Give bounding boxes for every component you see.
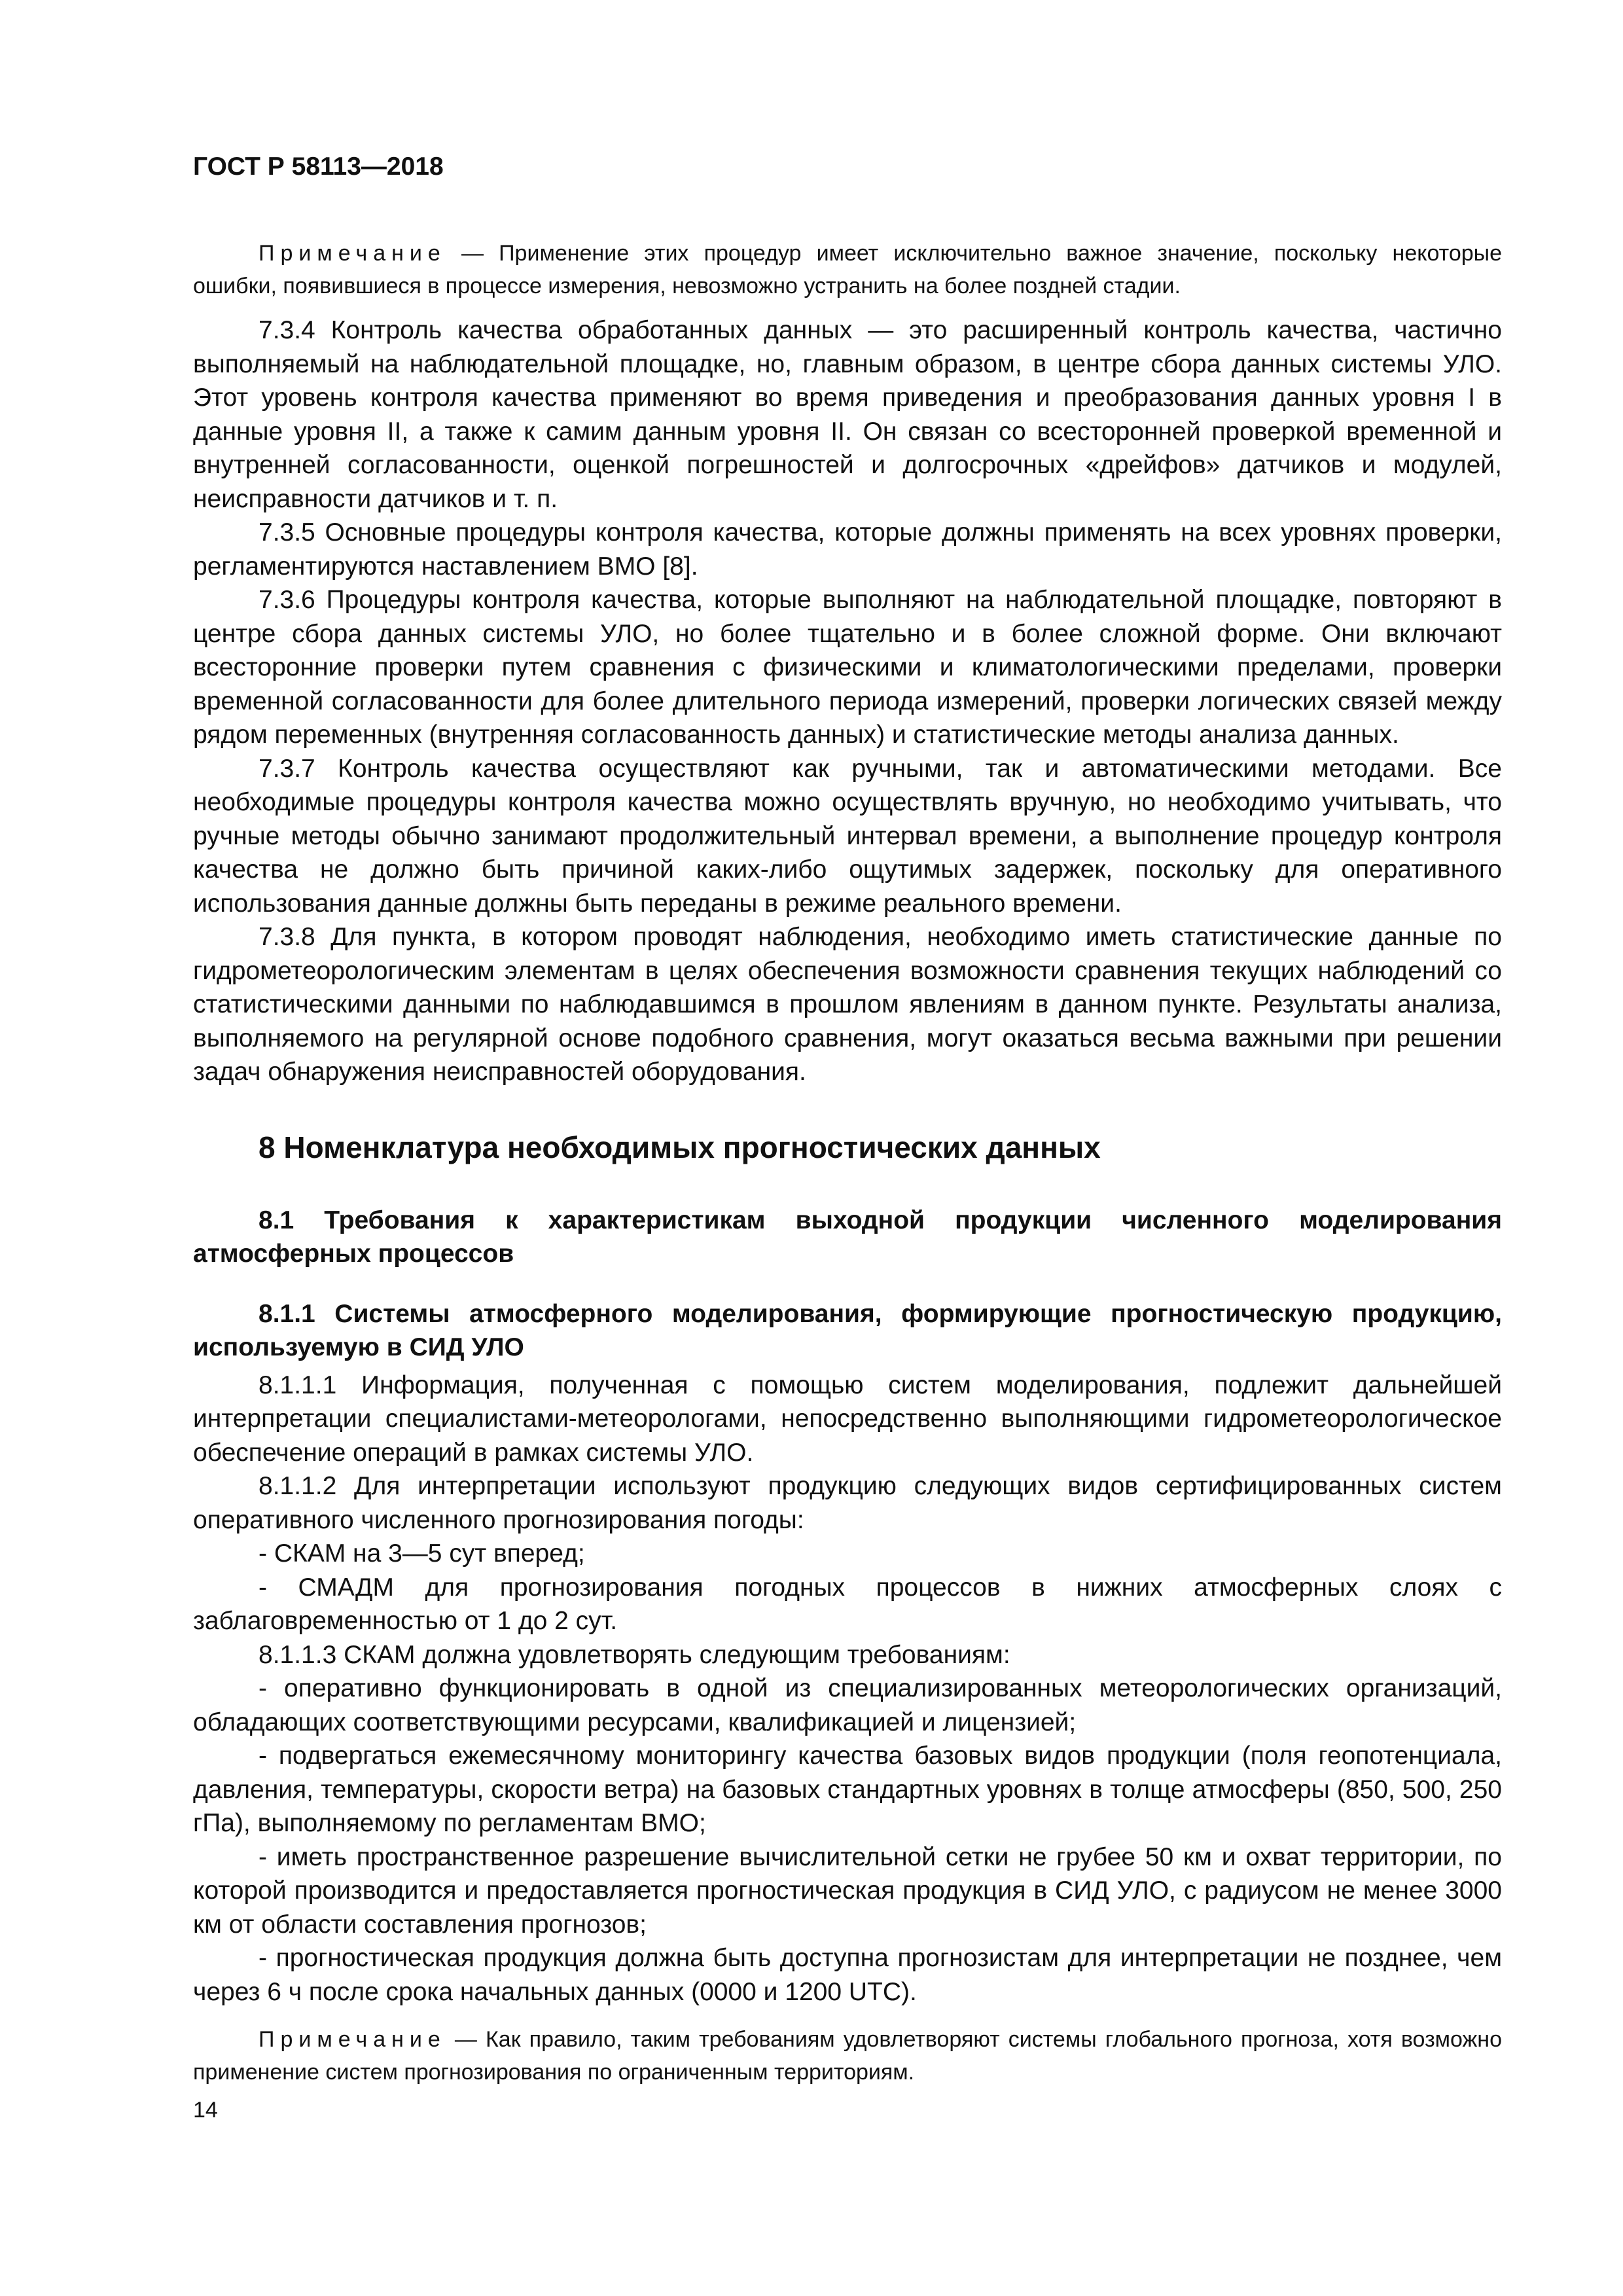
paragraph-7-3-5: 7.3.5 Основные процедуры контроля качества, которые должны применять на всех уровнях проверки, регламентируются наставлением ВМО [8]. [193, 518, 1502, 581]
note-text: — Применение этих процедур имеет исключительно важное значение, поскольку некоторые ошибки, появившиеся в процессе измерения, невозможно устранить на более поздней стадии. [193, 241, 1502, 298]
note-text-2: — Как правило, таким требованиям удовлетворяют системы глобального прогноза, хотя возможно применение систем прогнозирования по ограниченным территориям. [193, 2027, 1502, 2085]
document-page [193, 131, 1502, 2126]
paragraph-8-1-1-1: 8.1.1.1 Информация, полученная с помощью систем моделирования, подлежит дальнейшей интерпретации специалистами-метеорологами, непосредственно выполняющими гидрометеорологическое обеспечение операций в рамках системы УЛО. [193, 1371, 1502, 1467]
list-item-requirement-3: - иметь пространственное разрешение вычислительной сетки не грубее 50 км и охват территории, по которой производится и предоставляется прогностическая продукция в СИД УЛО, с радиусом не менее 3000 км от области составления прогнозов; [193, 1842, 1502, 1939]
paragraph-8-1-1-2: 8.1.1.2 Для интерпретации используют продукцию следующих видов сертифицированных систем оперативного численного прогнозирования погоды: [193, 1472, 1502, 1534]
note-block-2 [193, 2023, 1502, 2089]
list-item-smadm: - СМАДМ для прогнозирования погодных процессов в нижних атмосферных слоях с заблаговременностью от 1 до 2 сут. [193, 1573, 1502, 1635]
note-lead: Примечание [259, 241, 446, 266]
note-paragraph [193, 237, 1502, 302]
page-number: 14 [193, 2098, 218, 2123]
list-item-requirement-1: - оперативно функционировать в одной из специализированных метеорологических организаций, обладающих соответствующими ресурсами, квалификацией и лицензией; [193, 1674, 1502, 1736]
note-block [193, 237, 1502, 302]
section-8-heading: 8 Номенклатура необходимых прогностических данных [259, 1130, 1101, 1164]
note-lead-2: Примечание [259, 2027, 446, 2052]
section-7-3-paragraphs [193, 314, 1502, 1089]
list-item-requirement-4: - прогностическая продукция должна быть доступна прогнозистам для интерпретации не позднее, чем через 6 ч после срока начальных данных (0000 и 1200 UTC). [193, 1944, 1502, 2006]
subsection-8-1-1-heading: 8.1.1 Системы атмосферного моделирования, формирующие прогностическую продукцию, используемую в СИД УЛО [193, 1299, 1502, 1361]
subsection-8-1-heading: 8.1 Требования к характеристикам выходной продукции численного моделирования атмосферных процессов [193, 1206, 1502, 1268]
paragraph-7-3-4: 7.3.4 Контроль качества обработанных данных — это расширенный контроль качества, частично выполняемый на наблюдательной площадке, но, главным образом, в центре сбора данных системы УЛО. Этот уровень контроля качества применяют во время приведения и преобразования данных уровня I в данные уровня II, а также к самим данным уровня II. Он связан со всесторонней проверкой временной и внутренней согласованности, оценкой погрешностей и долгосрочных «дрейфов» датчиков и модулей, неисправности датчиков и т. п. [193, 316, 1502, 513]
list-item-requirement-2: - подвергаться ежемесячному мониторингу качества базовых видов продукции (поля геопотенциала, давления, температуры, скорости ветра) на базовых стандартных уровнях в толще атмосферы (850, 500, 250 гПа), выполняемому по регламентам ВМО; [193, 1742, 1502, 1837]
paragraph-8-1-1-3: 8.1.1.3 СКАМ должна удовлетворять следующим требованиям: [259, 1640, 1010, 1669]
document-code-header: ГОСТ Р 58113—2018 [193, 152, 444, 181]
section-8-1-1-paragraphs [193, 1369, 1502, 2009]
list-item-skam: - СКАМ на 3—5 сут вперед; [259, 1539, 585, 1568]
paragraph-7-3-7: 7.3.7 Контроль качества осуществляют как ручными, так и автоматическими методами. Все необходимые процедуры контроля качества можно осуществлять вручную, но необходимо учитывать, что ручные методы обычно занимают продолжительный интервал времени, а выполнение процедур контроля качества не должно быть причиной каких-либо ощутимых задержек, поскольку для оперативного использования данные должны быть переданы в режиме реального времени. [193, 754, 1502, 918]
note-paragraph-2 [193, 2023, 1502, 2089]
paragraph-7-3-6: 7.3.6 Процедуры контроля качества, которые выполняют на наблюдательной площадке, повторяют в центре сбора данных системы УЛО, но более тщательно и в более сложной форме. Они включают всесторонние проверки путем сравнения с физическими и климатологическими пределами, проверки временной согласованности для более длительного периода измерений, проверки логических связей между рядом переменных (внутренняя согласованность данных) и статистические методы анализа данных. [193, 586, 1502, 749]
paragraph-7-3-8: 7.3.8 Для пункта, в котором проводят наблюдения, необходимо иметь статистические данные по гидрометеорологическим элементам в целях обеспечения возможности сравнения текущих наблюдений со статистическими данными по наблюдавшимся в прошлом явлениям в данном пункте. Результаты анализа, выполняемого на регулярной основе подобного сравнения, могут оказаться весьма важными при решении задач обнаружения неисправностей оборудования. [193, 923, 1502, 1086]
